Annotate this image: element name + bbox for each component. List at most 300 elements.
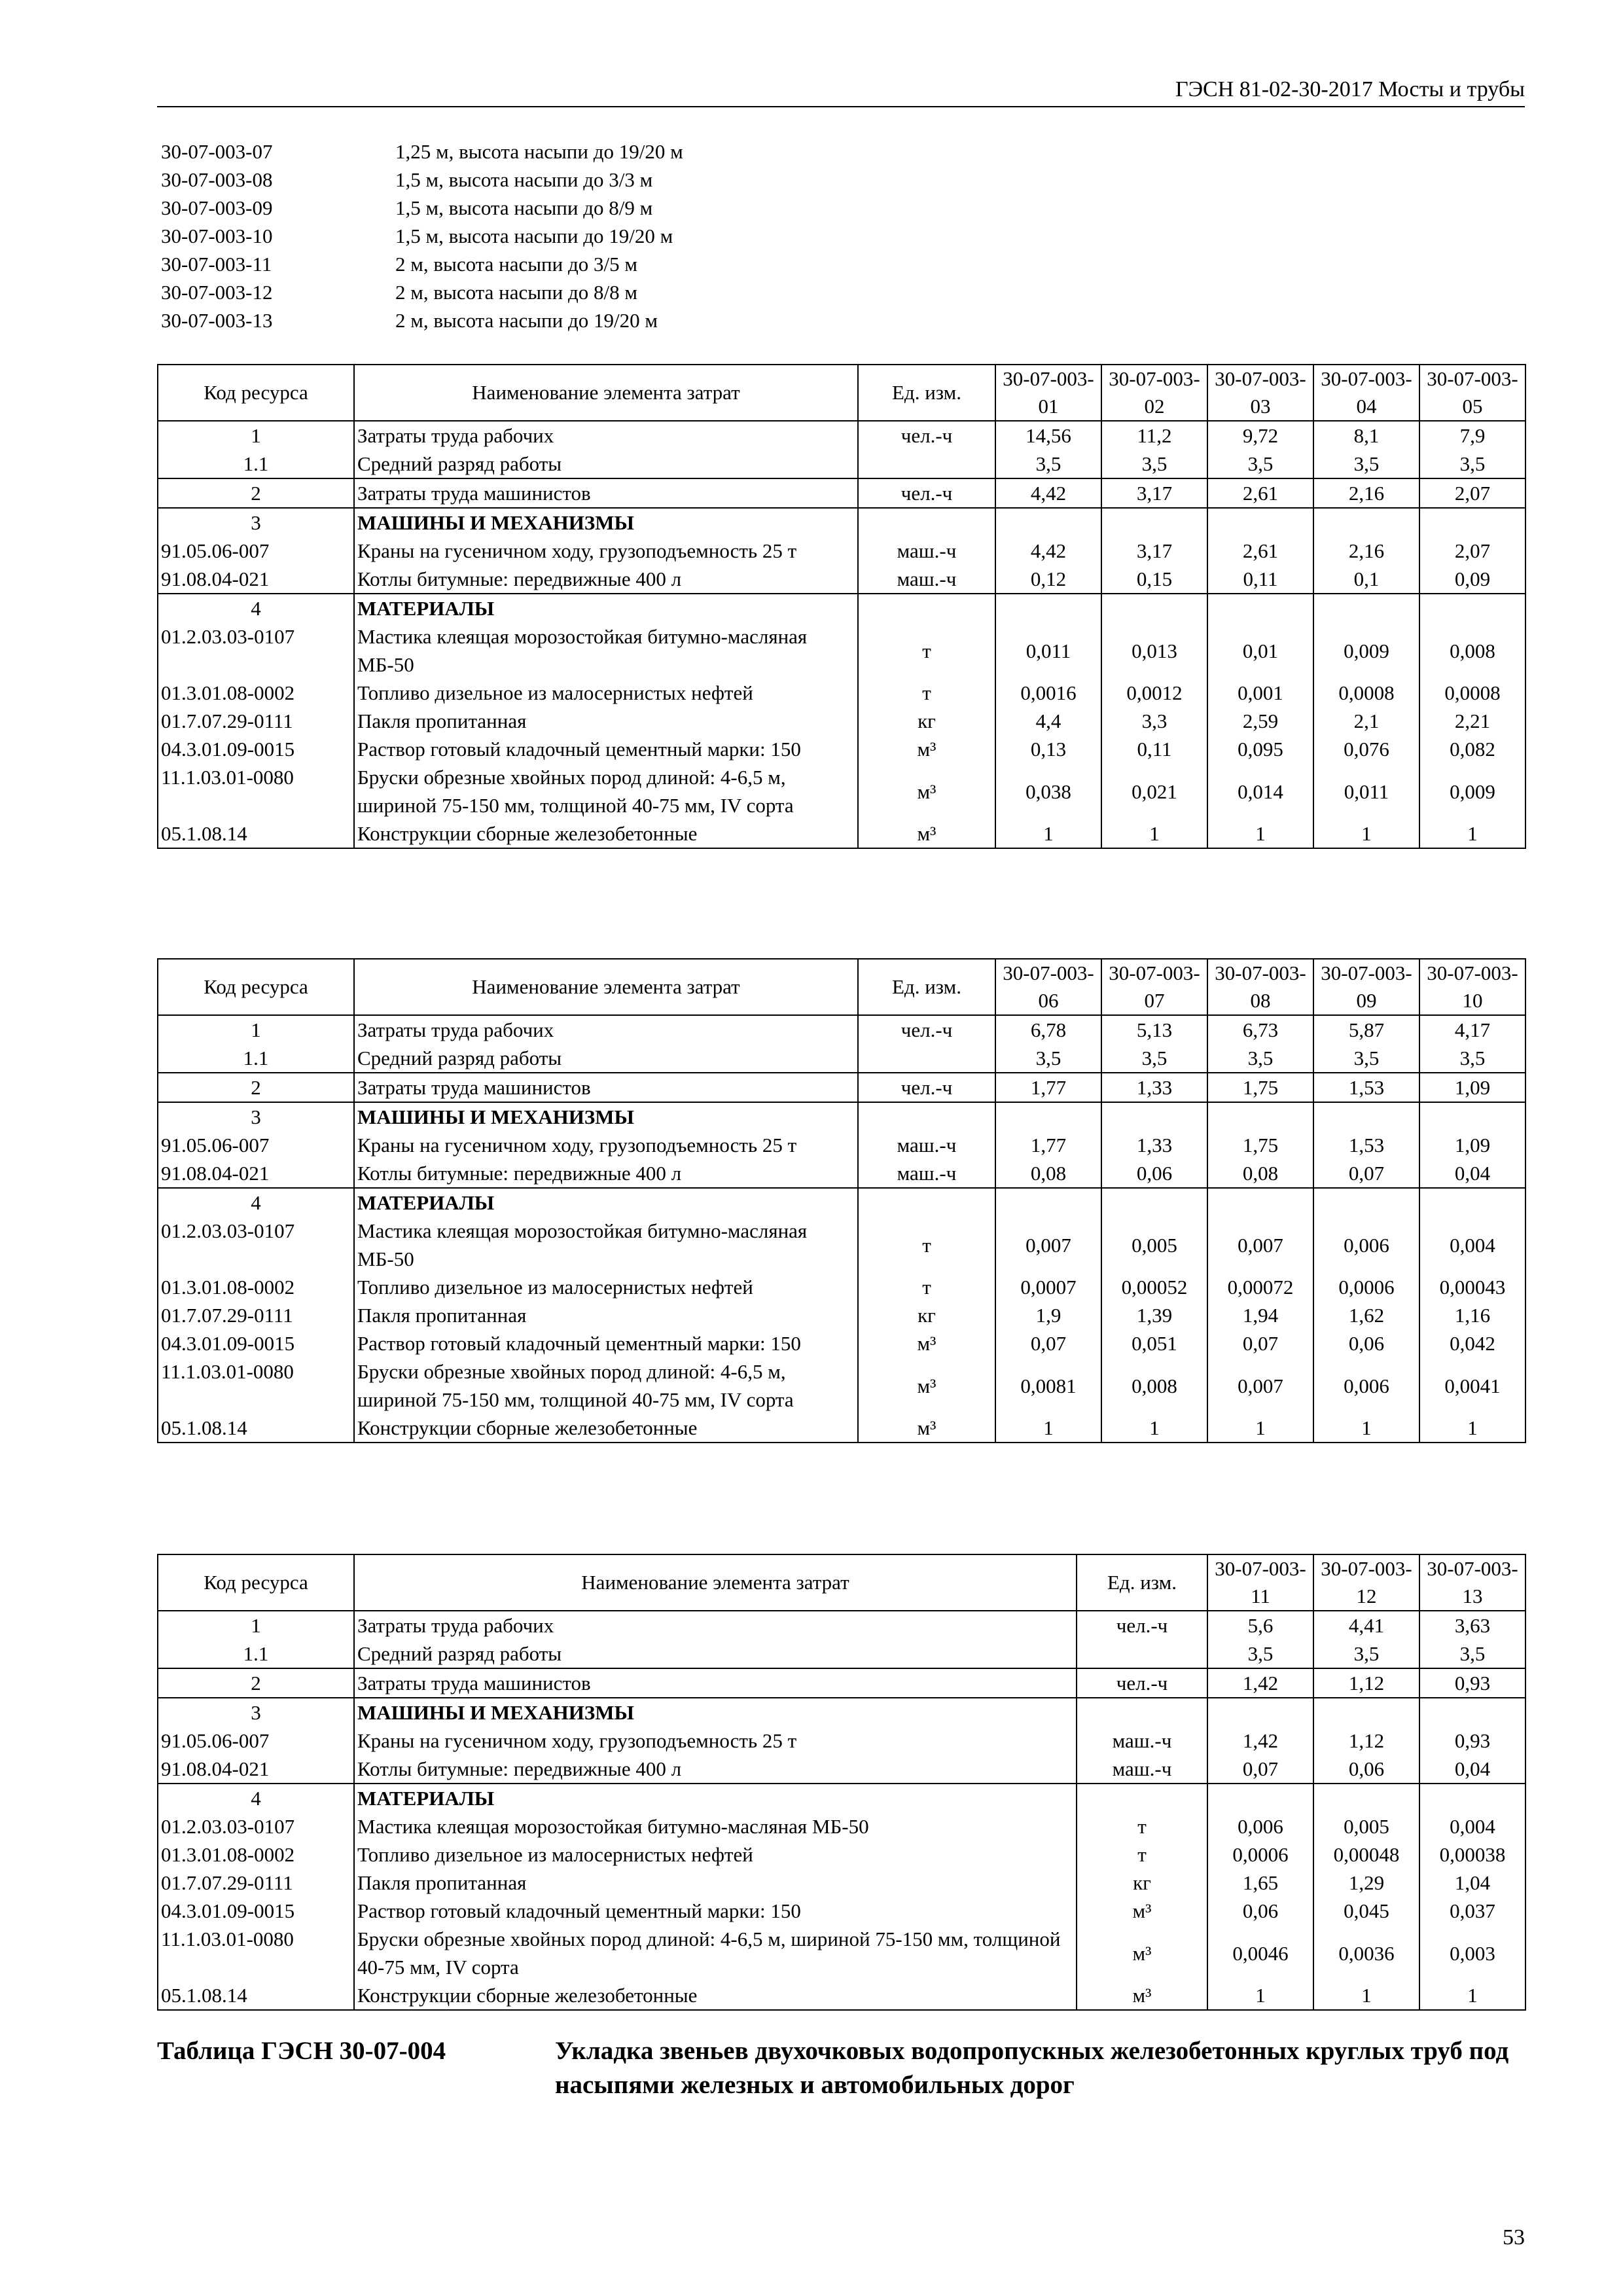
resource-value: 0,08 [995,1159,1101,1188]
resource-table-2 [157,958,1526,1443]
resource-code: 01.7.07.29-0111 [158,707,354,735]
resource-name: МАТЕРИАЛЫ [354,1784,1077,1812]
resource-unit: маш.-ч [858,1131,995,1159]
resource-name: МАШИНЫ И МЕХАНИЗМЫ [354,1102,858,1131]
resource-value: 1 [995,819,1101,848]
resource-value: 2,1 [1313,707,1419,735]
resource-code: 05.1.08.14 [158,1414,354,1443]
resource-value: 0,006 [1207,1812,1313,1840]
resource-value: 4,42 [995,478,1101,508]
resource-name: Затраты труда рабочих [354,421,858,450]
resource-value: 3,17 [1101,537,1207,565]
resource-unit: маш.-ч [1077,1727,1207,1755]
header-name: Наименование элемента затрат [354,365,858,421]
resource-value: 1,77 [995,1073,1101,1102]
table-row [158,478,1525,508]
resource-code: 11.1.03.01-0080 [158,763,354,819]
resource-value [1419,1102,1525,1131]
table-row [158,1044,1525,1073]
resource-unit [858,1102,995,1131]
resource-name: Раствор готовый кладочный цементный марки: 150 [354,735,858,763]
resource-unit: м³ [858,1357,995,1414]
resource-value: 1 [1419,819,1525,848]
resource-value [1207,1102,1313,1131]
resource-name: Средний разряд работы [354,1640,1077,1668]
code-list-code: 30-07-003-13 [161,309,273,332]
table-row [158,1668,1525,1698]
resource-value: 0,004 [1419,1217,1525,1273]
resource-unit: м³ [1077,1981,1207,2010]
resource-value: 1,62 [1313,1301,1419,1329]
resource-name: МАТЕРИАЛЫ [354,1188,858,1217]
resource-code: 01.3.01.08-0002 [158,1273,354,1301]
resource-name: МАШИНЫ И МЕХАНИЗМЫ [354,508,858,537]
resource-name: Топливо дизельное из малосернистых нефтей [354,1273,858,1301]
resource-value: 0,06 [1101,1159,1207,1188]
resource-unit: м³ [858,819,995,848]
resource-code: 01.2.03.03-0107 [158,622,354,679]
code-list-item [161,137,683,166]
resource-value: 0,15 [1101,565,1207,594]
table-row [158,1015,1525,1044]
header-column: 30-07-003-11 [1207,1554,1313,1611]
resource-unit: м³ [858,1329,995,1357]
resource-value [1101,594,1207,622]
resource-unit [1077,1640,1207,1668]
resource-value: 5,13 [1101,1015,1207,1044]
resource-value: 1 [995,1414,1101,1443]
table-row [158,1981,1525,2010]
resource-value: 0,004 [1419,1812,1525,1840]
resource-value: 3,5 [1419,1640,1525,1668]
resource-value: 0,06 [1207,1897,1313,1925]
resource-value: 3,5 [1313,1044,1419,1073]
header-name: Наименование элемента затрат [354,1554,1077,1611]
resource-unit: м³ [1077,1897,1207,1925]
resource-value [1313,1188,1419,1217]
code-list-description: 2 м, высота насыпи до 8/8 м [395,281,637,304]
resource-unit: маш.-ч [858,537,995,565]
resource-name: Пакля пропитанная [354,1869,1077,1897]
table-row [158,537,1525,565]
resource-name: Мастика клеящая морозостойкая битумно-масляная МБ-50 [354,1812,1077,1840]
resource-value [995,1102,1101,1131]
header-name: Наименование элемента затрат [354,959,858,1015]
table-row [158,1273,1525,1301]
resource-unit: кг [858,1301,995,1329]
resource-code: 2 [158,1668,354,1698]
resource-value: 0,12 [995,565,1101,594]
resource-value: 0,007 [1207,1357,1313,1414]
table-row [158,1727,1525,1755]
resource-code: 91.08.04-021 [158,1159,354,1188]
resource-name: Раствор готовый кладочный цементный марки: 150 [354,1329,858,1357]
table-row [158,1812,1525,1840]
resource-unit: т [1077,1840,1207,1869]
header-column: 30-07-003-07 [1101,959,1207,1015]
table-row [158,1925,1525,1981]
resource-value: 1,9 [995,1301,1101,1329]
resource-value: 0,0081 [995,1357,1101,1414]
resource-value: 2,61 [1207,537,1313,565]
resource-value: 0,0006 [1313,1273,1419,1301]
resource-code: 01.3.01.08-0002 [158,679,354,707]
resource-unit: м³ [1077,1925,1207,1981]
resource-unit: кг [858,707,995,735]
resource-value: 0,0008 [1419,679,1525,707]
resource-code: 91.05.06-007 [158,1131,354,1159]
resource-code: 1.1 [158,1044,354,1073]
resource-value: 0,095 [1207,735,1313,763]
code-list-code: 30-07-003-09 [161,196,273,219]
resource-name: Затраты труда машинистов [354,478,858,508]
header-column: 30-07-003-06 [995,959,1101,1015]
table-row [158,1131,1525,1159]
resource-value: 4,41 [1313,1611,1419,1640]
resource-value: 1 [1207,819,1313,848]
resource-value: 0,08 [1207,1159,1313,1188]
header-column: 30-07-003-12 [1313,1554,1419,1611]
table-caption: Укладка звеньев двухочковых водопропускных железобетонных круглых труб под насыпями железных и автомобильных дорог [555,2037,1509,2099]
table-row [158,565,1525,594]
resource-value: 0,0046 [1207,1925,1313,1981]
resource-value: 3,5 [1419,1044,1525,1073]
resource-value: 0,014 [1207,763,1313,819]
code-list-description: 2 м, высота насыпи до 19/20 м [395,309,658,332]
resource-unit [1077,1698,1207,1727]
resource-code: 1 [158,1611,354,1640]
resource-name: Котлы битумные: передвижные 400 л [354,1159,858,1188]
header-column: 30-07-003-01 [995,365,1101,421]
resource-value: 6,78 [995,1015,1101,1044]
resource-code: 1 [158,1015,354,1044]
table-row [158,819,1525,848]
table-row [158,707,1525,735]
resource-value: 0,04 [1419,1159,1525,1188]
resource-value: 0,011 [1313,763,1419,819]
code-list-code: 30-07-003-07 [161,140,273,163]
resource-code: 4 [158,1784,354,1812]
resource-code: 1.1 [158,1640,354,1668]
resource-value: 0,009 [1419,763,1525,819]
resource-value [1313,594,1419,622]
resource-unit: чел.-ч [858,1015,995,1044]
resource-value: 3,5 [1207,1044,1313,1073]
resource-code: 01.2.03.03-0107 [158,1217,354,1273]
resource-value [1419,1784,1525,1812]
resource-value: 1,39 [1101,1301,1207,1329]
resource-value: 0,003 [1419,1925,1525,1981]
resource-value: 0,011 [995,622,1101,679]
resource-value: 3,17 [1101,478,1207,508]
code-list [161,137,683,334]
resource-value: 0,008 [1101,1357,1207,1414]
resource-name: Мастика клеящая морозостойкая битумно-масляная МБ-50 [354,622,858,679]
resource-value [1207,1188,1313,1217]
resource-code: 01.2.03.03-0107 [158,1812,354,1840]
resource-unit [858,450,995,478]
resource-value: 2,07 [1419,537,1525,565]
resource-value: 1 [1313,1981,1419,2010]
resource-value: 0,001 [1207,679,1313,707]
resource-name: Пакля пропитанная [354,1301,858,1329]
header-column: 30-07-003-04 [1313,365,1419,421]
table-row [158,1301,1525,1329]
header-column: 30-07-003-13 [1419,1554,1525,1611]
header-unit: Ед. изм. [858,365,995,421]
resource-value: 8,1 [1313,421,1419,450]
resource-name: Котлы битумные: передвижные 400 л [354,1755,1077,1784]
code-list-code: 30-07-003-12 [161,281,273,304]
resource-name: Раствор готовый кладочный цементный марки: 150 [354,1897,1077,1925]
resource-name: Мастика клеящая морозостойкая битумно-масляная МБ-50 [354,1217,858,1273]
resource-name: Краны на гусеничном ходу, грузоподъемность 25 т [354,1131,858,1159]
header-column: 30-07-003-08 [1207,959,1313,1015]
resource-value [1313,508,1419,537]
resource-code: 05.1.08.14 [158,819,354,848]
table-row [158,1897,1525,1925]
resource-code: 11.1.03.01-0080 [158,1357,354,1414]
resource-value: 1,94 [1207,1301,1313,1329]
resource-value: 5,6 [1207,1611,1313,1640]
resource-value [995,594,1101,622]
resource-value: 0,006 [1313,1357,1419,1414]
table-row [158,622,1525,679]
resource-value [1101,508,1207,537]
resource-value [1419,1698,1525,1727]
code-list-item [161,222,683,250]
resource-value: 0,06 [1313,1755,1419,1784]
resource-value: 2,61 [1207,478,1313,508]
resource-table-1 [157,364,1526,849]
resource-code: 4 [158,594,354,622]
resource-unit: т [858,622,995,679]
resource-unit: чел.-ч [858,1073,995,1102]
resource-value: 0,006 [1313,1217,1419,1273]
resource-value: 4,4 [995,707,1101,735]
resource-value [995,1188,1101,1217]
table-row [158,1217,1525,1273]
resource-code: 91.05.06-007 [158,1727,354,1755]
resource-value [1207,1784,1313,1812]
code-list-description: 1,5 м, высота насыпи до 19/20 м [395,224,673,247]
code-list-code: 30-07-003-08 [161,168,273,191]
resource-value: 1,33 [1101,1131,1207,1159]
table-row [158,508,1525,537]
resource-unit: чел.-ч [1077,1611,1207,1640]
resource-value [1101,1102,1207,1131]
code-list-description: 2 м, высота насыпи до 3/5 м [395,253,637,276]
resource-value: 1,09 [1419,1073,1525,1102]
page-header: ГЭСН 81-02-30-2017 Мосты и трубы [157,73,1525,107]
resource-value: 0,07 [1207,1329,1313,1357]
resource-value: 0,93 [1419,1668,1525,1698]
resource-value: 3,5 [995,450,1101,478]
resource-name: Затраты труда рабочих [354,1015,858,1044]
resource-value: 0,0036 [1313,1925,1419,1981]
resource-unit: маш.-ч [1077,1755,1207,1784]
resource-unit [858,1044,995,1073]
table-row [158,1159,1525,1188]
resource-value: 0,11 [1207,565,1313,594]
resource-code: 04.3.01.09-0015 [158,735,354,763]
resource-value: 0,038 [995,763,1101,819]
header-column: 30-07-003-09 [1313,959,1419,1015]
resource-value: 0,93 [1419,1727,1525,1755]
resource-value [1419,594,1525,622]
resource-value: 0,13 [995,735,1101,763]
resource-unit: т [858,1217,995,1273]
table-row [158,763,1525,819]
resource-value: 0,1 [1313,565,1419,594]
resource-value: 4,42 [995,537,1101,565]
resource-code: 2 [158,478,354,508]
table-row [158,1329,1525,1357]
resource-value: 0,00052 [1101,1273,1207,1301]
table-row [158,1188,1525,1217]
code-list-description: 1,5 м, высота насыпи до 3/3 м [395,168,653,191]
resource-value: 1,04 [1419,1869,1525,1897]
header-unit: Ед. изм. [1077,1554,1207,1611]
resource-name: Конструкции сборные железобетонные [354,1981,1077,2010]
resource-value [1419,508,1525,537]
resource-value: 3,5 [1207,450,1313,478]
resource-name: Котлы битумные: передвижные 400 л [354,565,858,594]
resource-code: 2 [158,1073,354,1102]
code-list-item [161,278,683,306]
resource-unit [1077,1784,1207,1812]
resource-value: 0,045 [1313,1897,1419,1925]
resource-value: 0,0041 [1419,1357,1525,1414]
table-row [158,1755,1525,1784]
header-column: 30-07-003-10 [1419,959,1525,1015]
resource-value [1101,1188,1207,1217]
resource-value: 1,12 [1313,1727,1419,1755]
resource-name: Краны на гусеничном ходу, грузоподъемность 25 т [354,537,858,565]
resource-code: 1 [158,421,354,450]
resource-value: 1 [1207,1981,1313,2010]
resource-value: 0,021 [1101,763,1207,819]
resource-value: 3,3 [1101,707,1207,735]
resource-table-3 [157,1554,1526,2011]
resource-code: 91.05.06-007 [158,537,354,565]
resource-unit: т [858,1273,995,1301]
resource-unit: маш.-ч [858,1159,995,1188]
resource-value: 1 [1419,1414,1525,1443]
resource-value: 0,07 [995,1329,1101,1357]
resource-value: 0,07 [1313,1159,1419,1188]
resource-value: 3,5 [1101,450,1207,478]
resource-value: 3,5 [1419,450,1525,478]
resource-code: 3 [158,1102,354,1131]
resource-value: 0,013 [1101,622,1207,679]
page-number: 53 [1503,2225,1525,2250]
resource-value: 0,0008 [1313,679,1419,707]
resource-value: 0,009 [1313,622,1419,679]
resource-value: 3,63 [1419,1611,1525,1640]
resource-value: 0,0016 [995,679,1101,707]
code-list-item [161,194,683,222]
resource-value: 2,16 [1313,537,1419,565]
resource-value: 1,75 [1207,1073,1313,1102]
resource-value: 1,77 [995,1131,1101,1159]
resource-value: 1,53 [1313,1073,1419,1102]
resource-value [1207,508,1313,537]
resource-value: 2,07 [1419,478,1525,508]
resource-name: Пакля пропитанная [354,707,858,735]
resource-code: 3 [158,508,354,537]
resource-value: 1 [1313,819,1419,848]
resource-value: 7,9 [1419,421,1525,450]
table-row [158,594,1525,622]
resource-value: 0,06 [1313,1329,1419,1357]
resource-value: 3,5 [1101,1044,1207,1073]
resource-code: 91.08.04-021 [158,565,354,594]
header-column: 30-07-003-03 [1207,365,1313,421]
resource-name: Средний разряд работы [354,450,858,478]
resource-value: 0,037 [1419,1897,1525,1925]
resource-code: 04.3.01.09-0015 [158,1897,354,1925]
resource-value: 1 [1419,1981,1525,2010]
code-list-code: 30-07-003-10 [161,224,273,247]
resource-unit: м³ [858,1414,995,1443]
resource-unit: м³ [858,763,995,819]
resource-value: 0,04 [1419,1755,1525,1784]
resource-code: 4 [158,1188,354,1217]
resource-value: 0,042 [1419,1329,1525,1357]
resource-value: 1,75 [1207,1131,1313,1159]
resource-name: Затраты труда рабочих [354,1611,1077,1640]
resource-code: 04.3.01.09-0015 [158,1329,354,1357]
resource-value: 1,29 [1313,1869,1419,1897]
resource-code: 01.7.07.29-0111 [158,1301,354,1329]
resource-value: 0,076 [1313,735,1419,763]
resource-name: Топливо дизельное из малосернистых нефтей [354,1840,1077,1869]
resource-value [1419,1188,1525,1217]
resource-unit: чел.-ч [858,421,995,450]
resource-name: Конструкции сборные железобетонные [354,819,858,848]
table-row [158,1869,1525,1897]
resource-unit: м³ [858,735,995,763]
resource-code: 01.3.01.08-0002 [158,1840,354,1869]
resource-value: 0,0007 [995,1273,1101,1301]
table-row [158,1640,1525,1668]
resource-value [1313,1784,1419,1812]
resource-value: 1,42 [1207,1668,1313,1698]
table-row [158,1698,1525,1727]
resource-value: 0,01 [1207,622,1313,679]
resource-value [1207,594,1313,622]
resource-name: Затраты труда машинистов [354,1073,858,1102]
resource-value [995,508,1101,537]
resource-unit: чел.-ч [1077,1668,1207,1698]
resource-value: 2,16 [1313,478,1419,508]
resource-unit: чел.-ч [858,478,995,508]
resource-code: 1.1 [158,450,354,478]
resource-value: 1,33 [1101,1073,1207,1102]
resource-value: 6,73 [1207,1015,1313,1044]
resource-unit: т [1077,1812,1207,1840]
resource-value [1313,1102,1419,1131]
resource-value: 1,09 [1419,1131,1525,1159]
table-row [158,1840,1525,1869]
resource-value: 0,007 [1207,1217,1313,1273]
resource-value: 5,87 [1313,1015,1419,1044]
resource-value: 1 [1101,1414,1207,1443]
resource-value: 0,051 [1101,1329,1207,1357]
resource-value: 11,2 [1101,421,1207,450]
table-row [158,1784,1525,1812]
